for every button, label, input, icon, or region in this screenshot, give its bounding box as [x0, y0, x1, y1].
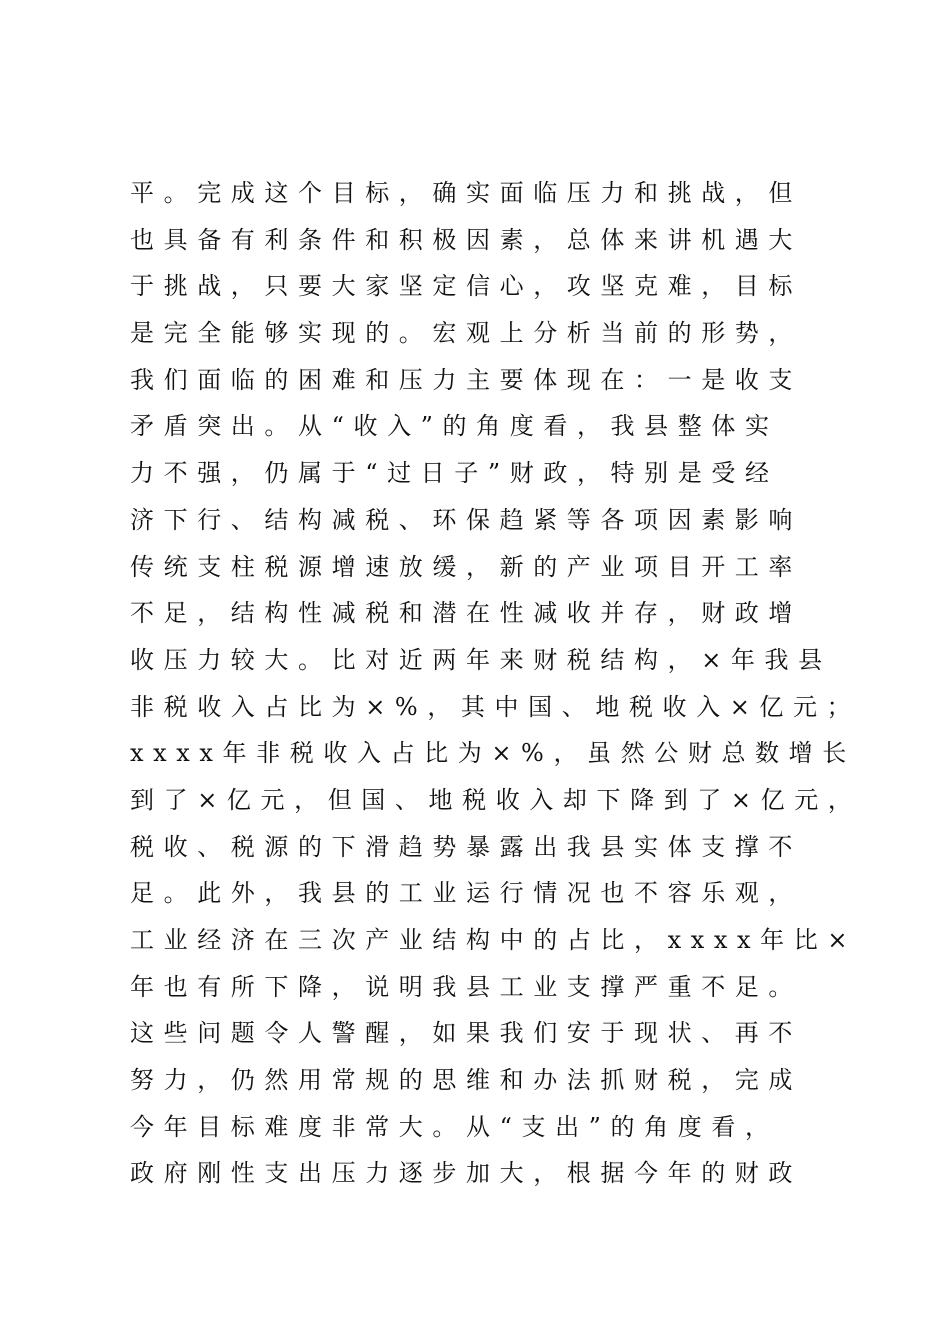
text-line-18: 年也有所下降，说明我县工业支撑严重不足。 [130, 972, 802, 1001]
text-line-7: 力不强，仍属于“过日子”财政，特别是受经 [130, 459, 779, 488]
text-line-5: 我们面临的困难和压力主要体现在：一是收支 [130, 365, 802, 394]
text-line-19: 这些问题令人警醒，如果我们安于现状、再不 [130, 1019, 802, 1048]
text-line-3: 于挑战，只要大家坚定信心，攻坚克难，目标 [130, 272, 802, 301]
text-line-14: 到了×亿元，但国、地税收入却下降到了×亿元， [130, 785, 862, 814]
text-line-11: 收压力较大。比对近两年来财税结构，×年我县 [130, 645, 832, 674]
text-line-17: 工业经济在三次产业结构中的占比，xxxx年比× [130, 926, 858, 954]
text-line-21: 今年目标难度非常大。从“支出”的角度看， [130, 1112, 779, 1141]
text-line-20: 努力，仍然用常规的思维和办法抓财税，完成 [130, 1066, 802, 1095]
text-line-1: 平。完成这个目标，确实面临压力和挑战，但 [130, 179, 802, 207]
text-line-16: 足。此外，我县的工业运行情况也不容乐观， [130, 879, 802, 908]
text-line-12: 非税收入占比为×%，其中国、地税收入×亿元； [130, 692, 861, 721]
text-line-22: 政府刚性支出压力逐步加大，根据今年的财政 [130, 1159, 802, 1188]
text-line-13: xxxx年非税收入占比为×%，虽然公财总数增长 [130, 739, 856, 768]
text-line-6: 矛盾突出。从“收入”的角度看，我县整体实 [130, 412, 779, 441]
text-line-15: 税收、税源的下滑趋势暴露出我县实体支撑不 [130, 832, 802, 861]
text-line-4: 是完全能够实现的。宏观上分析当前的形势， [130, 319, 802, 348]
text-line-9: 传统支柱税源增速放缓，新的产业项目开工率 [130, 552, 802, 581]
text-line-2: 也具备有利条件和积极因素，总体来讲机遇大 [130, 225, 802, 254]
text-line-8: 济下行、结构减税、环保趋紧等各项因素影响 [130, 505, 802, 534]
body-text [130, 170, 862, 1197]
text-line-10: 不足，结构性减税和潜在性减收并存，财政增 [130, 599, 802, 628]
